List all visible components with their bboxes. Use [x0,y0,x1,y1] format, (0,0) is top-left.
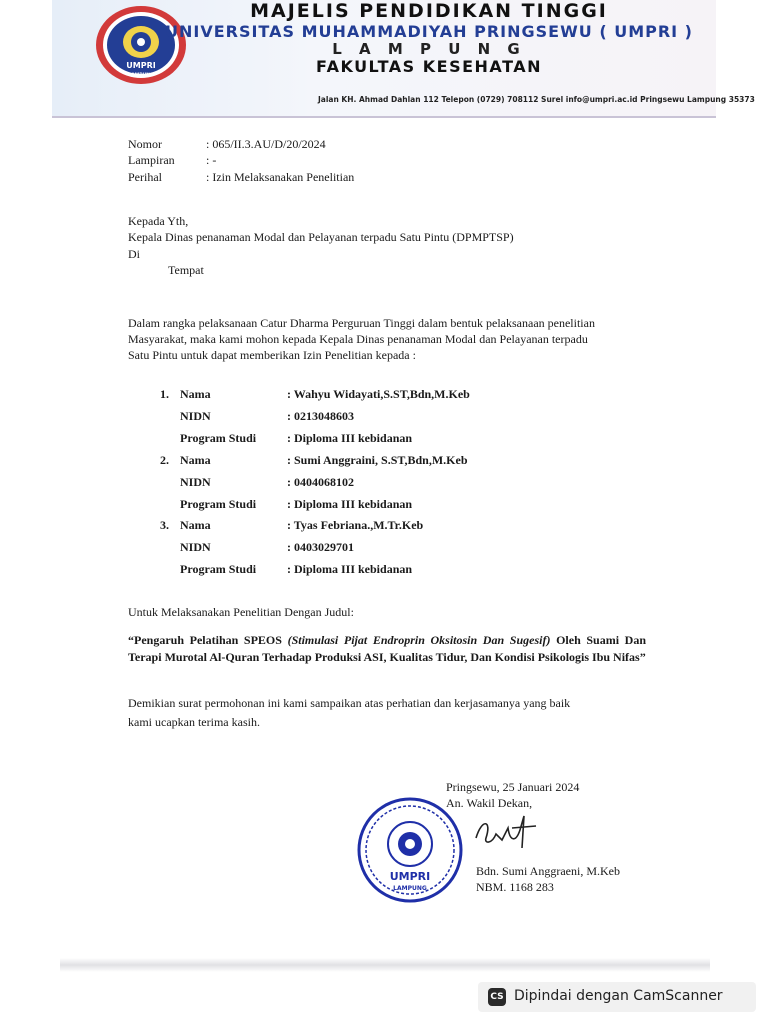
logo-text: UMPRI [126,61,156,70]
person-value: : Tyas Febriana.,M.Tr.Keb [287,518,424,532]
meta-label-perihal: Perihal [128,170,162,184]
camscanner-text: Dipindai dengan CamScanner [514,988,723,1004]
person-label: Nama [180,387,211,401]
person-value: : Diploma III kebidanan [287,431,413,445]
person-label: Nama [180,518,211,532]
person-value: : Wahyu Widayati,S.ST,Bdn,M.Keb [287,387,470,401]
logo-sub: LAMPUNG [128,73,154,78]
closing-line-1: Demikian surat permohonan ini kami sampaikan atas perhatian dan kerjasamanya yang baik [128,696,571,710]
header-university: UNIVERSITAS MUHAMMADIYAH PRINGSEWU ( UMPRI ) [164,22,693,41]
intro-line-1: Dalam rangka pelaksanaan Catur Dharma Perguruan Tinggi dalam bentuk pelaksanaan penelitian [128,316,595,330]
research-title-italic: (Stimulasi Pijat Endroprin Oksitosin Dan Sugesif) [287,633,551,647]
person-label: Program Studi [180,497,257,511]
intro-line-3: Satu Pintu untuk dapat memberikan Izin Penelitian kepada : [128,348,416,362]
stamp-sub: LAMPUNG [393,885,427,892]
scan-shadow [60,958,710,972]
camscanner-icon: CS [488,988,506,1006]
person-number: 1. [160,387,169,401]
recipient-office: Kepala Dinas penanaman Modal dan Pelayanan terpadu Satu Pintu (DPMPTSP) [128,230,514,244]
closing-line-2: kami ucapkan terima kasih. [128,715,260,729]
person-number: 2. [160,453,169,467]
research-title-prefix: “Pengaruh Pelatihan SPEOS [128,633,288,647]
header-majelis: MAJELIS PENDIDIKAN TINGGI [250,0,608,22]
person-label: NIDN [180,409,211,423]
meta-label-nomor: Nomor [128,137,162,151]
signature-name: Bdn. Sumi Anggraeni, M.Keb [476,864,620,878]
person-value: : 0403029701 [287,540,354,554]
person-label: Nama [180,453,211,467]
meta-value-lampiran: : - [206,153,217,167]
person-label: NIDN [180,475,211,489]
recipient-greeting: Kepada Yth, [128,214,189,228]
meta-label-lampiran: Lampiran [128,153,175,167]
person-label: Program Studi [180,431,257,445]
person-value: : Diploma III kebidanan [287,497,413,511]
person-value: : 0213048603 [287,409,354,423]
meta-value-nomor: : 065/II.3.AU/D/20/2024 [206,137,326,151]
signature-place-date: Pringsewu, 25 Januari 2024 [446,780,580,794]
person-value: : Sumi Anggraini, S.ST,Bdn,M.Keb [287,453,468,467]
header-lampung: L A M P U N G [332,40,526,58]
recipient-di: Di [128,247,140,261]
person-value: : 0404068102 [287,475,354,489]
intro-line-2: Masyarakat, maka kami mohon kepada Kepala Dinas penanaman Modal dan Pelayanan terpadu [128,332,588,346]
camscanner-badge [478,982,756,1012]
person-label: NIDN [180,540,211,554]
research-title-suffix: Oleh Suami Dan Terapi Murotal Al-Quran Terhadap Produksi ASI, Kualitas Tidur, Dan Kondisi Psikologis Ibu Nifas” [128,633,647,664]
signature-nbm: NBM. 1168 283 [476,880,554,894]
recipient-tempat: Tempat [168,263,204,277]
signature-role: An. Wakil Dekan, [446,796,533,810]
handwritten-signature [462,808,542,852]
university-stamp [356,794,464,906]
person-value: : Diploma III kebidanan [287,562,413,576]
header-faculty: FAKULTAS KESEHATAN [315,57,543,76]
person-number: 3. [160,518,169,532]
meta-value-perihal: : Izin Melaksanakan Penelitian [206,170,355,184]
header-address: Jalan KH. Ahmad Dahlan 112 Telepon (0729) 708112 Surel info@umpri.ac.id Pringsewu Lampung 35373 [318,95,755,104]
research-title [128,632,646,666]
research-intro: Untuk Melaksanakan Penelitian Dengan Judul: [128,605,354,619]
person-label: Program Studi [180,562,257,576]
stamp-text: UMPRI [389,870,431,883]
